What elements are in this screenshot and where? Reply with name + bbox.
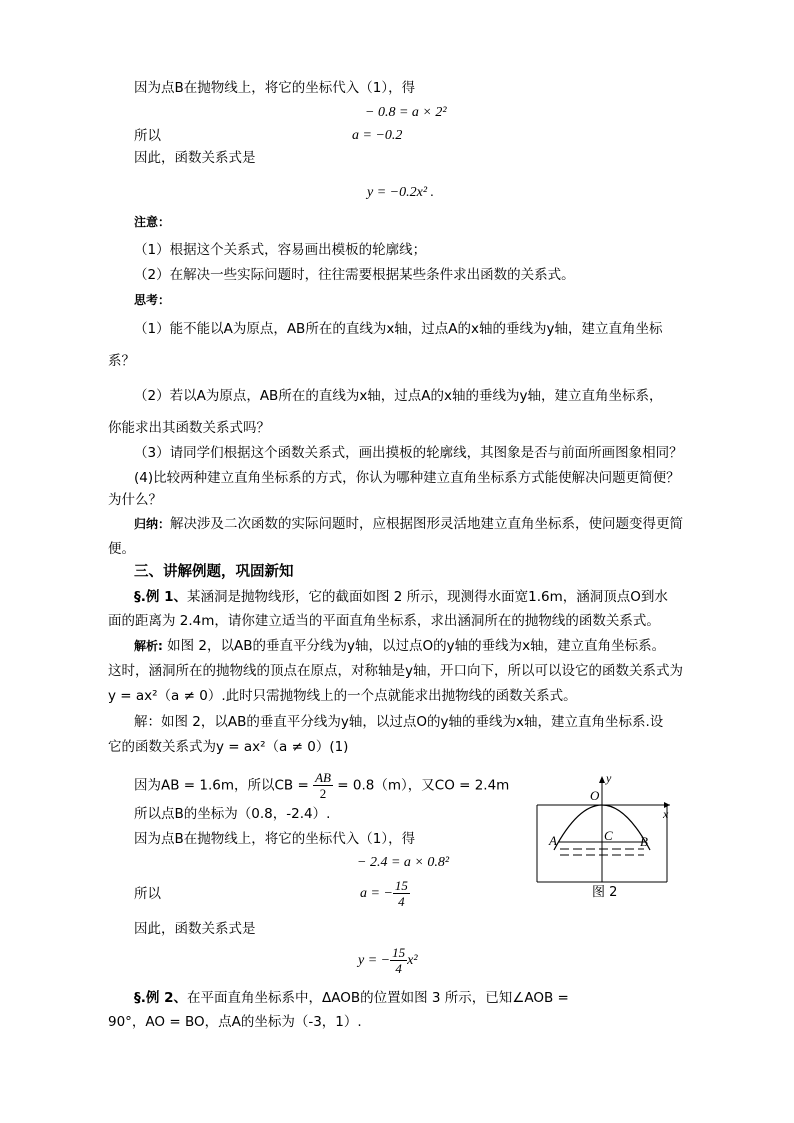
solution-line-2: 它的函数关系式为y = ax²（a ≠ 0）(1) bbox=[108, 739, 349, 755]
note-item-1: （1）根据这个关系式，容易画出模板的轮廓线； bbox=[134, 242, 427, 258]
label-b: B bbox=[640, 834, 648, 849]
equation-1: − 0.8 = a × 2² bbox=[365, 105, 447, 120]
think-q2a: （2）若以A为原点，AB所在的直线为x轴，过点A的x轴的垂线为y轴，建立直角坐标系， bbox=[134, 388, 663, 404]
figure-2-caption: 图 2 bbox=[592, 885, 618, 900]
example-1-line-1 bbox=[134, 587, 668, 607]
figure-2 bbox=[530, 770, 680, 900]
example-2-text: 在平面直角坐标系中，ΔAOB的位置如图 3 所示，已知∠AOB = bbox=[186, 990, 569, 1006]
think-q4b: 为什么？ bbox=[108, 492, 162, 508]
function-result: y = −0.2x² . bbox=[367, 185, 435, 200]
example-1-line-2: 面的距离为 2.4m，请你建立适当的平面直角坐标系，求出涵洞所在的抛物线的函数关系式。 bbox=[108, 613, 660, 629]
a-value-line bbox=[360, 878, 410, 910]
note-title: 注意： bbox=[134, 215, 171, 229]
think-q2b: 你能求出其函数关系式吗？ bbox=[108, 420, 270, 436]
solution-3-post: = 0.8（m），又CO = 2.4m bbox=[337, 777, 510, 794]
analysis-line-2: 这时，涵洞所在的抛物线的顶点在原点，对称轴是y轴，开口向下，所以可以设它的函数关系式为 bbox=[108, 663, 683, 679]
note-item-2: （2）在解决一些实际问题时，往往需要根据某些条件求出函数的关系式。 bbox=[134, 267, 575, 283]
therefore-line-2: 因此，函数关系式是 bbox=[134, 921, 256, 937]
analysis-line-3: y = ax²（a ≠ 0）.此时只需抛物线上的一个点就能求出抛物线的函数关系式。 bbox=[108, 688, 577, 704]
so-label: 所以 bbox=[134, 128, 161, 144]
label-x: x bbox=[663, 807, 669, 821]
substitution-line: 因为点B在抛物线上，将它的坐标代入（1），得 bbox=[134, 80, 416, 96]
a-denominator: 4 bbox=[398, 894, 405, 910]
fraction-ab-over-2 bbox=[313, 770, 333, 801]
y-denominator: 4 bbox=[395, 961, 402, 977]
fraction-15-over-4-final bbox=[390, 945, 407, 976]
solution-line-4: 所以点B的坐标为（0.8，-2.4）. bbox=[134, 806, 331, 822]
so-label-2: 所以 bbox=[134, 886, 161, 902]
example-2-line-2: 90°，AO = BO，点A的坐标为（-3，1）. bbox=[108, 1014, 362, 1030]
a-result: a = −0.2 bbox=[352, 128, 403, 143]
fraction-15-over-4 bbox=[393, 878, 410, 909]
therefore-line: 因此，函数关系式是 bbox=[134, 150, 256, 166]
think-q4a: (4)比较两种建立直角坐标系的方式，你认为哪种建立直角坐标系方式能使解决问题更简便？ bbox=[134, 470, 680, 486]
y-pre: y = − bbox=[358, 953, 391, 968]
example-2-line-1 bbox=[134, 988, 569, 1008]
a-numerator: 15 bbox=[394, 878, 408, 894]
analysis-text-1: 如图 2，以AB的垂直平分线为y轴，以过点O的y轴的垂线为x轴，建立直角坐标系。 bbox=[167, 638, 666, 654]
final-function bbox=[358, 945, 418, 977]
summary-title: 归纳： bbox=[134, 517, 171, 531]
summary-line-1 bbox=[134, 514, 683, 534]
fraction-denominator: 2 bbox=[319, 786, 327, 801]
equation-2: − 2.4 = a × 0.8² bbox=[357, 855, 450, 870]
y-axis-arrow bbox=[599, 776, 605, 783]
label-a: A bbox=[549, 833, 557, 848]
label-y: y bbox=[606, 771, 612, 785]
analysis-title: 解析: bbox=[134, 639, 163, 653]
fraction-numerator: AB bbox=[315, 770, 331, 785]
y-post: x² bbox=[407, 953, 418, 968]
think-q3: （3）请同学们根据这个函数关系式，画出摸板的轮廓线，其图象是否与前面所画图象相同？ bbox=[134, 445, 683, 461]
example-1-text: 某涵洞是抛物线形，它的截面如图 2 所示，现测得水面宽1.6m，涵洞顶点O到水 bbox=[186, 589, 668, 605]
solution-3-pre: 因为AB = 1.6m，所以CB = bbox=[134, 777, 309, 794]
think-q1b: 系？ bbox=[108, 353, 135, 369]
solution-line-3 bbox=[134, 770, 509, 801]
section-heading: 三、讲解例题，巩固新知 bbox=[134, 564, 294, 580]
y-numerator: 15 bbox=[392, 945, 406, 961]
a-pre: a = − bbox=[360, 886, 393, 901]
label-o: O bbox=[590, 788, 600, 803]
example-1-label: §.例 1、 bbox=[134, 589, 187, 605]
solution-line-1: 解：如图 2，以AB的垂直平分线为y轴，以过点O的y轴的垂线为x轴，建立直角坐标系.设 bbox=[134, 714, 664, 730]
solution-line-5: 因为点B在抛物线上，将它的坐标代入（1），得 bbox=[134, 831, 416, 847]
analysis-line-1 bbox=[134, 636, 665, 656]
label-c: C bbox=[604, 828, 613, 843]
think-title: 思考： bbox=[134, 293, 171, 307]
summary-text-b: 便。 bbox=[108, 541, 135, 557]
think-q1a: （1）能不能以A为原点，AB所在的直线为x轴，过点A的x轴的垂线为y轴，建立直角坐标 bbox=[134, 321, 663, 337]
example-2-label: §.例 2、 bbox=[134, 990, 187, 1006]
summary-text-a: 解决涉及二次函数的实际问题时，应根据图形灵活地建立直角坐标系，使问题变得更简 bbox=[170, 516, 684, 532]
